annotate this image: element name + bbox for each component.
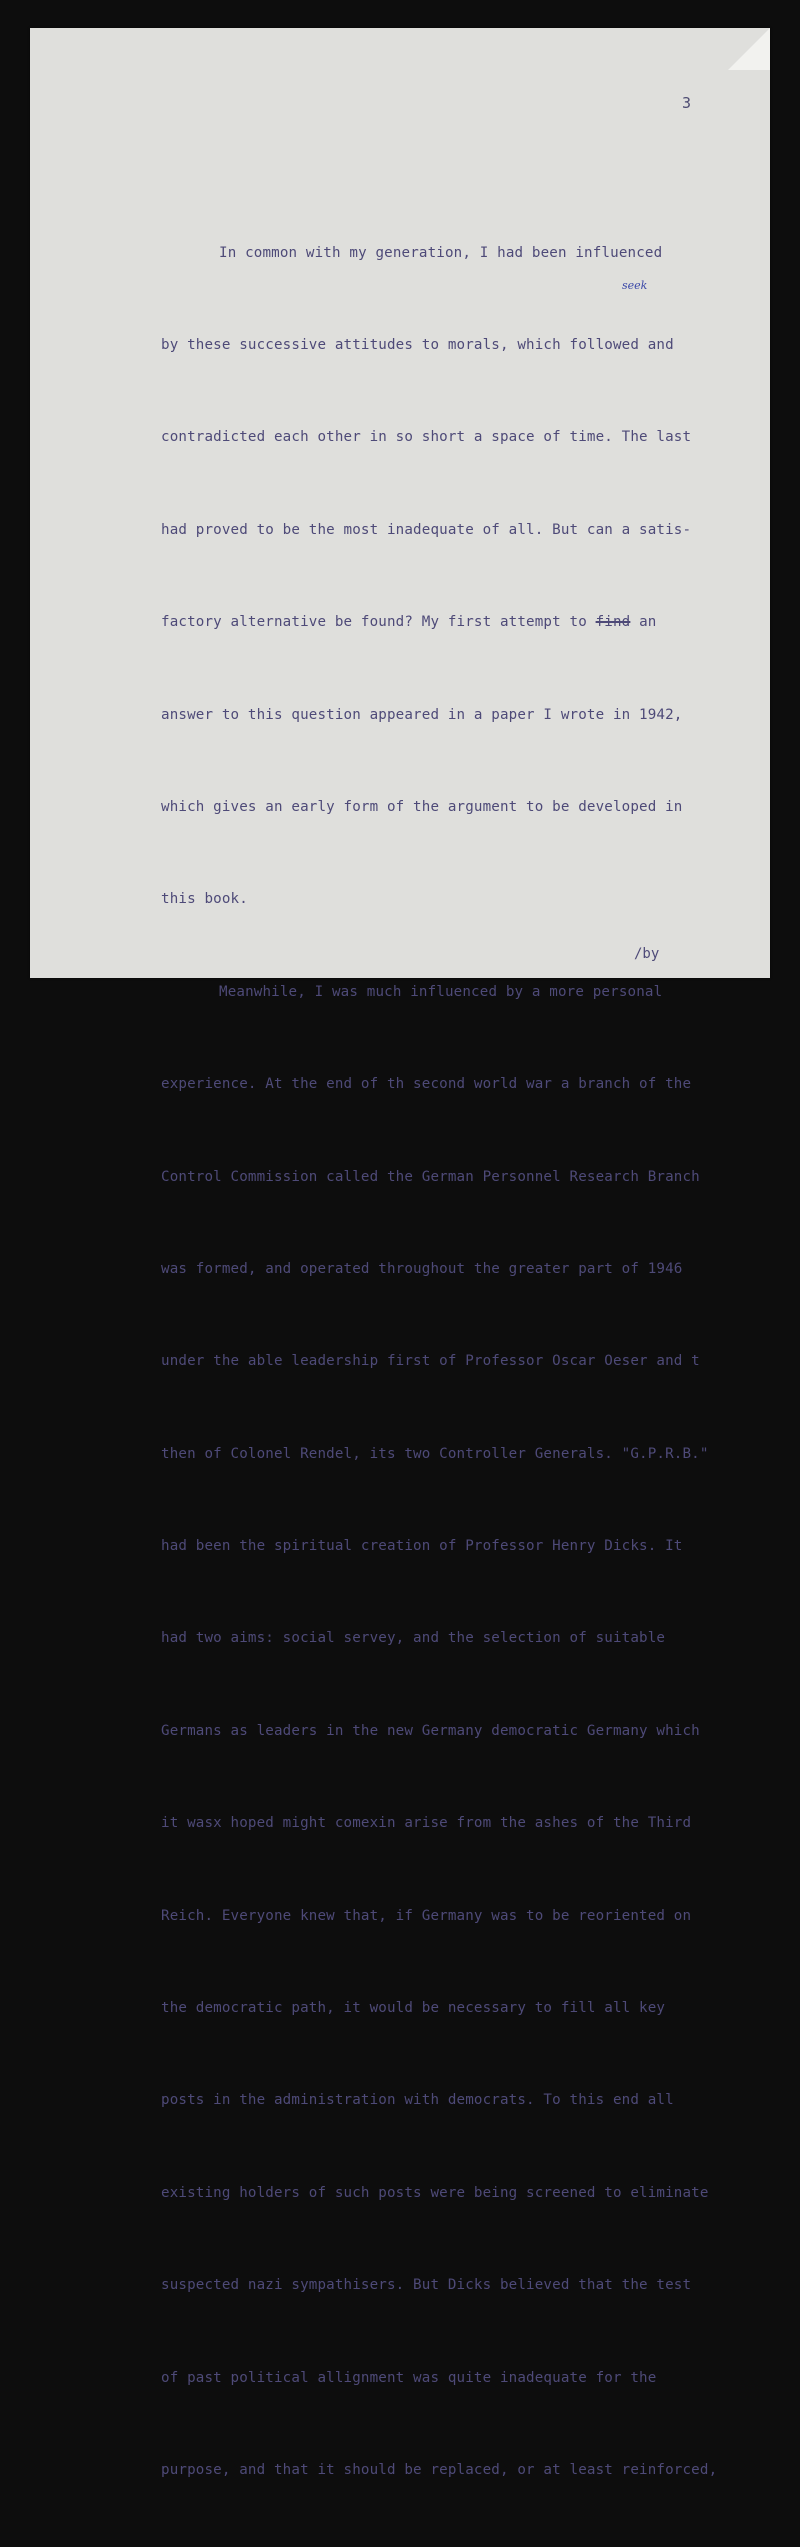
handwritten-insertion: seek xyxy=(622,279,648,292)
text-line: Meanwhile, I was much influenced by a more personal xyxy=(219,983,663,1000)
text-segment: factory alternative be found? My first attempt to xyxy=(161,614,596,631)
text-line: answer to this question appeared in a paper I wrote in 1942, xyxy=(161,706,683,723)
text-line: existing holders of such posts were being screened to eliminate xyxy=(161,2184,709,2201)
catchword: /by xyxy=(634,946,660,962)
text-line: the democratic path, it would be necessary to fill all key xyxy=(161,2000,666,2017)
text-line xyxy=(161,607,717,638)
text-line: In common with my generation, I had been influenced xyxy=(219,244,663,261)
text-line: this book. xyxy=(161,891,248,908)
text-line: purpose, and that it should be replaced, or at least reinforced, xyxy=(161,2461,718,2478)
text-line: was formed, and operated throughout the greater part of 1946 xyxy=(161,1260,683,1277)
page-number: 3 xyxy=(682,94,692,112)
text-line: by these successive attitudes to morals, which followed and xyxy=(161,336,674,353)
text-segment: an xyxy=(630,614,657,631)
text-line: had two aims: social servey, and the selection of suitable xyxy=(161,1630,666,1647)
text-line: had proved to be the most inadequate of all. But can a satis- xyxy=(161,521,692,538)
text-line: Control Commission called the German Personnel Research Branch xyxy=(161,1168,700,1185)
text-line: which gives an early form of the argument to be developed in xyxy=(161,798,683,815)
text-line: experience. At the end of th second world war a branch of the xyxy=(161,1076,692,1093)
text-line: of past political allignment was quite inadequate for the xyxy=(161,2369,657,2386)
text-line: had been the spiritual creation of Professor Henry Dicks. It xyxy=(161,1538,683,1555)
text-line: under the able leadership first of Professor Oscar Oeser and t xyxy=(161,1353,700,1370)
text-line: suspected nazi sympathisers. But Dicks believed that the test xyxy=(161,2277,692,2294)
document-page xyxy=(30,28,770,2478)
text-line: it wasx hoped might comexin arise from the ashes of the Third xyxy=(161,1815,692,1832)
text-line: posts in the administration with democrats. To this end all xyxy=(161,2092,674,2109)
text-line: contradicted each other in so short a space of time. The last xyxy=(161,429,692,446)
text-line: Germans as leaders in the new Germany democratic Germany which xyxy=(161,1722,700,1739)
folded-corner xyxy=(728,28,770,70)
struck-word: find xyxy=(595,614,631,631)
text-line: then of Colonel Rendel, its two Controller Generals. "G.P.R.B." xyxy=(161,1445,709,1462)
text-line: Reich. Everyone knew that, if Germany was to be reoriented on xyxy=(161,1907,692,1924)
typed-text-body xyxy=(161,176,717,2547)
